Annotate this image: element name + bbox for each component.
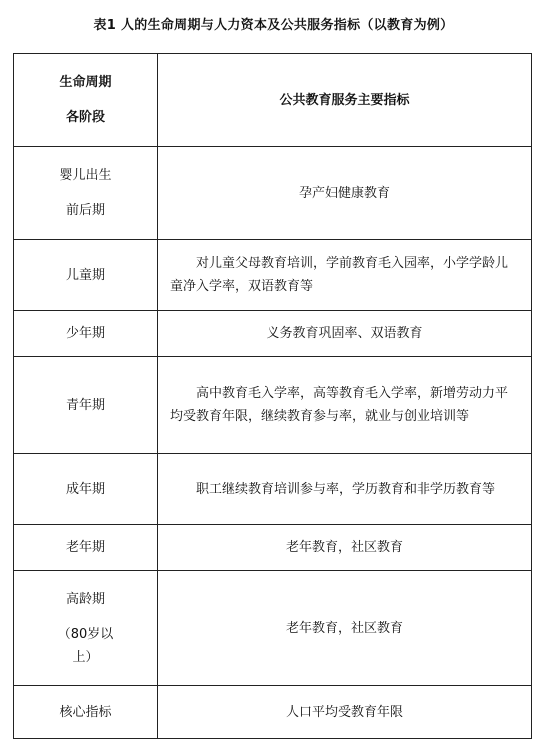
table-row [14, 357, 532, 454]
table-row [14, 571, 532, 686]
stage-cell-youth: 青年期 [14, 357, 158, 454]
indicator-cell-core: 人口平均受教育年限 [158, 686, 532, 739]
stage-cell-advanced-age [14, 571, 158, 686]
stage-cell-infant [14, 147, 158, 240]
stage-infant-line1: 婴儿出生 [59, 168, 112, 183]
education-indicator-table [13, 53, 532, 739]
table-row [14, 311, 532, 357]
table-title: 表1 人的生命周期与人力资本及公共服务指标（以教育为例） [93, 18, 454, 33]
table-row [14, 240, 532, 311]
indicator-cell-adult: 职工继续教育培训参与率，学历教育和非学历教育等 [158, 454, 532, 525]
stage-cell-core: 核心指标 [14, 686, 158, 739]
table-header-row [14, 54, 532, 147]
header-stage-line1: 生命周期 [59, 75, 112, 90]
stage-cell-juvenile: 少年期 [14, 311, 158, 357]
table-row [14, 525, 532, 571]
stage-cell-adult: 成年期 [14, 454, 158, 525]
indicator-cell-juvenile: 义务教育巩固率、双语教育 [158, 311, 532, 357]
stage-cell-childhood: 儿童期 [14, 240, 158, 311]
indicator-cell-infant: 孕产妇健康教育 [158, 147, 532, 240]
table-row [14, 147, 532, 240]
table-row [14, 686, 532, 739]
header-indicator-cell: 公共教育服务主要指标 [158, 54, 532, 147]
stage-advanced-line2: （80岁以 [57, 626, 114, 642]
table-row [14, 454, 532, 525]
stage-cell-elderly: 老年期 [14, 525, 158, 571]
stage-infant-line2: 前后期 [65, 203, 105, 218]
stage-advanced-line3: 上） [72, 649, 99, 665]
indicator-cell-elderly: 老年教育，社区教育 [158, 525, 532, 571]
indicator-cell-childhood: 对儿童父母教育培训，学前教育毛入园率，小学学龄儿童净入学率，双语教育等 [158, 240, 532, 311]
stage-advanced-line1: 高龄期 [65, 591, 105, 607]
indicator-cell-advanced-age: 老年教育，社区教育 [158, 571, 532, 686]
header-stage-line2: 各阶段 [65, 110, 105, 125]
header-stage-cell [14, 54, 158, 147]
indicator-cell-youth: 高中教育毛入学率，高等教育毛入学率，新增劳动力平均受教育年限，继续教育参与率，就业与创业培训等 [158, 357, 532, 454]
